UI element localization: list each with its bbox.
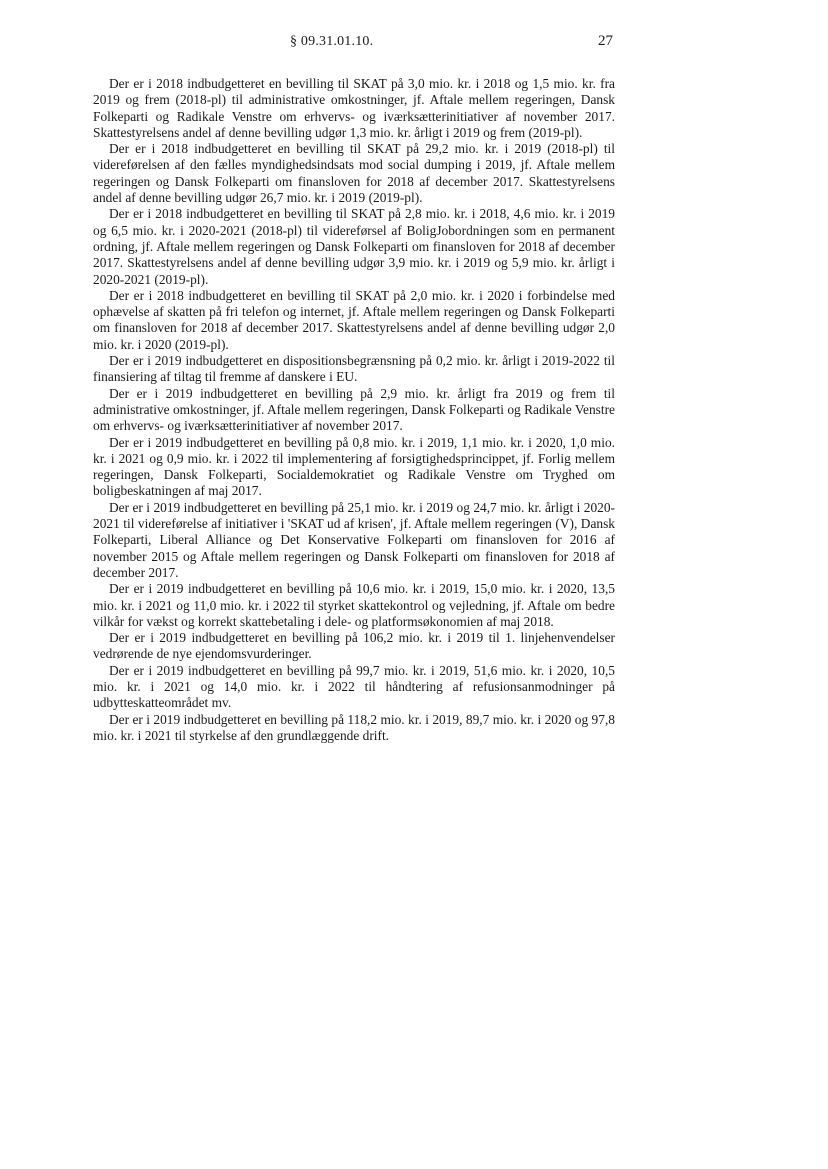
- page-number: 27: [598, 33, 613, 49]
- paragraph: Der er i 2019 indbudgetteret en bevilling på 0,8 mio. kr. i 2019, 1,1 mio. kr. i 2020, 1,0 mio. kr. i 2021 og 0,9 mio. kr. i 2022 til implementering af forsigtighedsprincippet, jf. Forlig mellem regeringen, Dansk Folkeparti, Socialdemokratiet og Radikale Venstre om Tryghed om boligbeskatningen af maj 2017.: [93, 434, 615, 499]
- paragraph: Der er i 2019 indbudgetteret en bevilling på 106,2 mio. kr. i 2019 til 1. linjehenvendelser vedrørende de nye ejendomsvurderinger.: [93, 630, 615, 662]
- paragraph: Der er i 2019 indbudgetteret en dispositionsbegrænsning på 0,2 mio. kr. årligt i 2019-2022 til finansiering af tiltag til fremme af danskere i EU.: [93, 353, 615, 385]
- paragraph: Der er i 2018 indbudgetteret en bevilling til SKAT på 2,0 mio. kr. i 2020 i forbindelse med ophævelse af skatten på fri telefon og internet, jf. Aftale mellem regeringen og Dansk Folkeparti om finansloven for 2018 af december 2017. Skattestyrelsens andel af denne bevilling udgør 2,0 mio. kr. i 2020 (2019-pl).: [93, 287, 615, 352]
- section-reference: § 09.31.01.10.: [290, 34, 374, 49]
- paragraph: Der er i 2018 indbudgetteret en bevilling til SKAT på 2,8 mio. kr. i 2018, 4,6 mio. kr. i 2019 og 6,5 mio. kr. i 2020-2021 (2018-pl) til videreførsel af BoligJobordningen som en permanent ordning, jf. Aftale mellem regeringen og Dansk Folkeparti om finansloven for 2018 af december 2017. Skattestyrelsens andel af denne bevilling udgør 3,9 mio. kr. i 2019 og 5,9 mio. kr. årligt i 2020-2021 (2019-pl).: [93, 206, 615, 287]
- body-text: [93, 76, 615, 744]
- paragraph: Der er i 2019 indbudgetteret en bevilling på 99,7 mio. kr. i 2019, 51,6 mio. kr. i 2020, 10,5 mio. kr. i 2021 og 14,0 mio. kr. i 2022 til håndtering af refusionsanmodninger på udbytteskatteområdet mv.: [93, 662, 615, 711]
- paragraph: Der er i 2018 indbudgetteret en bevilling til SKAT på 3,0 mio. kr. i 2018 og 1,5 mio. kr. fra 2019 og frem (2018-pl) til administrative omkostninger, jf. Aftale mellem regeringen, Dansk Folkeparti og Radikale Venstre om erhvervs- og iværksætterinitiativer af november 2017. Skattestyrelsens andel af denne bevilling udgør 1,3 mio. kr. årligt i 2019 og frem (2019-pl).: [93, 76, 615, 140]
- paragraph: Der er i 2019 indbudgetteret en bevilling på 2,9 mio. kr. årligt fra 2019 og frem til administrative omkostninger, jf. Aftale mellem regeringen, Dansk Folkeparti og Radikale Venstre om erhvervs- og iværksætterinitiativer af november 2017.: [93, 385, 615, 434]
- paragraph: Der er i 2019 indbudgetteret en bevilling på 25,1 mio. kr. i 2019 og 24,7 mio. kr. årligt i 2020-2021 til videreførelse af initiativer i 'SKAT ud af krisen', jf. Aftale mellem regeringen (V), Dansk Folkeparti, Liberal Alliance og Det Konservative Folkeparti om finansloven for 2016 af november 2015 og Aftale mellem regeringen og Dansk Folkeparti om finansloven for 2018 af december 2017.: [93, 499, 615, 580]
- paragraph: Der er i 2019 indbudgetteret en bevilling på 10,6 mio. kr. i 2019, 15,0 mio. kr. i 2020, 13,5 mio. kr. i 2021 og 11,0 mio. kr. i 2022 til styrket skattekontrol og vejledning, jf. Aftale om bedre vilkår for vækst og korrekt skattebetaling i dele- og platformsøkonomien af maj 2018.: [93, 581, 615, 629]
- paragraph: Der er i 2019 indbudgetteret en bevilling på 118,2 mio. kr. i 2019, 89,7 mio. kr. i 2020 og 97,8 mio. kr. i 2021 til styrkelse af den grundlæggende drift.: [93, 711, 615, 743]
- paragraph: Der er i 2018 indbudgetteret en bevilling til SKAT på 29,2 mio. kr. i 2019 (2018-pl) til videreførelsen af den fælles myndighedsindsats mod social dumping i 2019, jf. Aftale mellem regeringen og Dansk Folkeparti om finansloven for 2018 af december 2017. Skattestyrelsens andel af denne bevilling udgør 26,7 mio. kr. i 2019 (2019-pl).: [93, 141, 615, 206]
- page-header: [0, 30, 828, 54]
